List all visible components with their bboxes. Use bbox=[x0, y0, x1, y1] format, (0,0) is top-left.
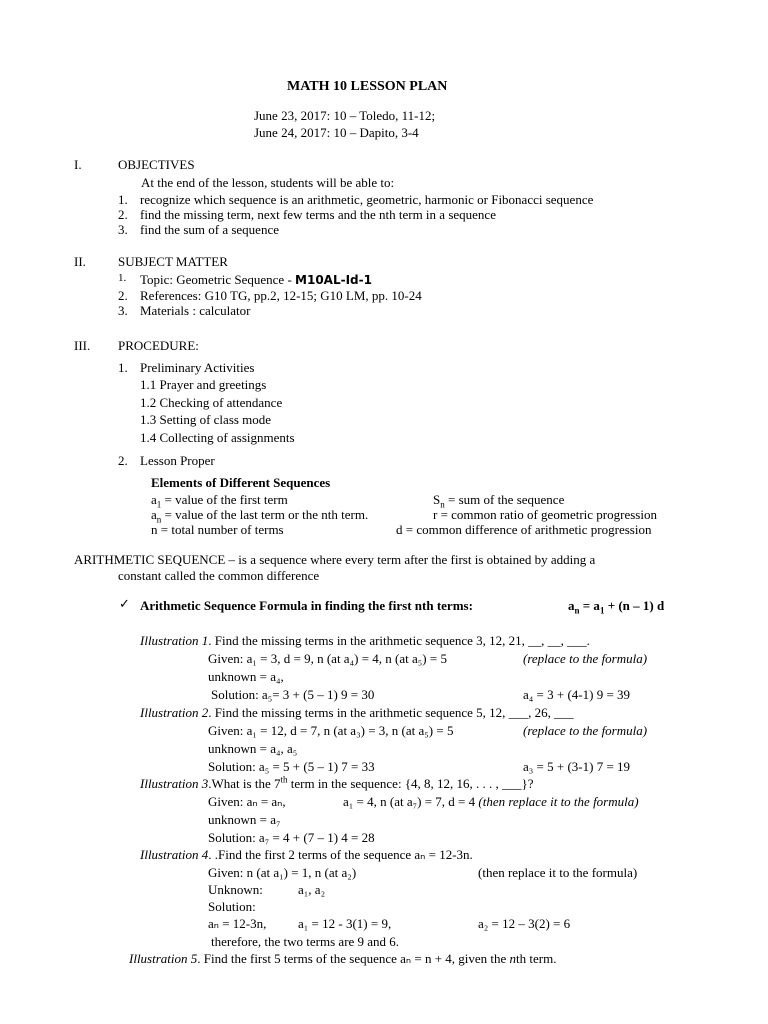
section-number: I. bbox=[74, 157, 82, 172]
ill1-solution-2: a₄ = 3 + (4-1) 9 = 39 bbox=[523, 687, 631, 702]
subject-item bbox=[140, 273, 372, 286]
ill2-solution: Solution: a₅ = 5 + (5 – 1) 7 = 33 bbox=[208, 759, 375, 774]
ill1-given: Given: a₁ = 3, d = 9, n (at a₄) = 4, n (at a₅) = 5 bbox=[208, 651, 447, 666]
element-a1: $a_1$ = value of the first term bbox=[151, 492, 288, 510]
subject-topic: Topic: Geometric Sequence - bbox=[140, 272, 296, 287]
ill4-note: (then replace it to the formula) bbox=[478, 865, 638, 880]
date-line-2: June 24, 2017: 10 – Dapito, 3-4 bbox=[254, 125, 419, 140]
checkmark-icon: ✓ bbox=[119, 597, 130, 612]
section-heading-objectives: OBJECTIVES bbox=[118, 157, 195, 172]
ill2-solution-2: a₃ = 5 + (3-1) 7 = 19 bbox=[523, 759, 631, 774]
ill3-unknown: unknown = a₇ bbox=[208, 812, 281, 827]
ill3-solution: Solution: a₇ = 4 + (7 – 1) 4 = 28 bbox=[208, 830, 375, 845]
list-number: 2. bbox=[118, 453, 128, 468]
list-number: 2. bbox=[118, 288, 128, 303]
ill3-given-2: a₁ = 4, n (at a₇) = 7, d = 4 (then replace it to the formula) bbox=[343, 794, 639, 809]
illustration-2: Illustration 2. Find the missing terms in the arithmetic sequence 5, 12, ___, 26, ___ bbox=[140, 705, 574, 720]
list-number: 1. bbox=[118, 192, 128, 207]
ill4-unknown: Unknown: bbox=[208, 882, 263, 897]
ill4-work-2: a₁ = 12 - 3(1) = 9, bbox=[298, 916, 392, 931]
objective-item: find the missing term, next few terms and the nth term in a sequence bbox=[140, 207, 496, 222]
objective-item: recognize which sequence is an arithmetic, geometric, harmonic or Fibonacci sequence bbox=[140, 192, 594, 207]
prelim-item: 1.1 Prayer and greetings bbox=[140, 377, 267, 392]
prelim-item: 1.3 Setting of class mode bbox=[140, 412, 272, 427]
objectives-intro: At the end of the lesson, students will be able to: bbox=[141, 175, 395, 190]
element-r: r = common ratio of geometric progression bbox=[433, 507, 657, 522]
subject-item: References: G10 TG, pp.2, 12-15; G10 LM, pp. 10-24 bbox=[140, 288, 422, 303]
subject-item: Materials : calculator bbox=[140, 303, 251, 318]
list-number: 2. bbox=[118, 207, 128, 222]
ill2-given: Given: a₁ = 12, d = 7, n (at a₃) = 3, n (at a₅) = 5 bbox=[208, 723, 454, 738]
ill4-work-3: a₂ = 12 – 3(2) = 6 bbox=[478, 916, 571, 931]
competency-code: M10AL-Id-1 bbox=[295, 273, 372, 287]
illustration-1: Illustration 1. Find the missing terms in the arithmetic sequence 3, 12, 21, __, __, ___. bbox=[140, 633, 590, 648]
ill2-note: (replace to the formula) bbox=[523, 723, 648, 738]
ill4-therefore: therefore, the two terms are 9 and 6. bbox=[211, 934, 400, 949]
list-number: 3. bbox=[118, 222, 128, 237]
ill4-solution: Solution: bbox=[208, 899, 256, 914]
arithmetic-definition-cont: constant called the common difference bbox=[118, 568, 320, 583]
ill1-solution: Solution: a₅= 3 + (5 – 1) 9 = 30 bbox=[211, 687, 375, 702]
formula-expression: $a_n = a_1 + (n - 1)$ d bbox=[568, 598, 665, 616]
page-title: MATH 10 LESSON PLAN bbox=[287, 79, 448, 94]
lesson-proper-heading: Lesson Proper bbox=[140, 453, 215, 468]
arithmetic-definition: ARITHMETIC SEQUENCE – is a sequence where every term after the first is obtained by adding a bbox=[74, 552, 596, 567]
list-number: 3. bbox=[118, 303, 128, 318]
list-number: 1. bbox=[118, 272, 127, 284]
section-heading-procedure: PROCEDURE: bbox=[118, 338, 199, 353]
date-line-1: June 23, 2017: 10 – Toledo, 11-12; bbox=[254, 108, 436, 123]
illustration-5: Illustration 5. Find the first 5 terms of the sequence aₙ = n + 4, given the nth term. bbox=[129, 951, 557, 966]
section-heading-subject-matter: SUBJECT MATTER bbox=[118, 254, 228, 269]
element-n: n = total number of terms bbox=[151, 522, 284, 537]
ill4-unknown-value: a₁, a₂ bbox=[298, 882, 326, 897]
element-sn: $S_n$ = sum of the sequence bbox=[433, 492, 565, 510]
illustration-4: Illustration 4. .Find the first 2 terms of the sequence aₙ = 12-3n. bbox=[140, 847, 473, 862]
elements-heading: Elements of Different Sequences bbox=[151, 475, 331, 490]
prelim-item: 1.4 Collecting of assignments bbox=[140, 430, 295, 445]
ill3-given: Given: aₙ = aₙ, bbox=[208, 794, 286, 809]
list-number: 1. bbox=[118, 360, 128, 375]
ill4-given: Given: n (at a₁) = 1, n (at a₂) bbox=[208, 865, 357, 880]
ill1-unknown: unknown = a₄, bbox=[208, 669, 284, 684]
element-an: $a_n$ = value of the last term or the nth term. bbox=[151, 507, 369, 525]
ill2-unknown: unknown = a₄, a₅ bbox=[208, 741, 298, 756]
ill4-work-1: aₙ = 12-3n, bbox=[208, 916, 267, 931]
section-number: II. bbox=[74, 254, 86, 269]
prelim-item: 1.2 Checking of attendance bbox=[140, 395, 283, 410]
section-number: III. bbox=[74, 338, 91, 353]
formula-label: Arithmetic Sequence Formula in finding the first nth terms: bbox=[140, 598, 473, 613]
prelim-heading: Preliminary Activities bbox=[140, 360, 255, 375]
illustration-3: Illustration 3.What is the 7th term in the sequence: {4, 8, 12, 16, . . . , ___}? bbox=[140, 774, 534, 791]
objective-item: find the sum of a sequence bbox=[140, 222, 279, 237]
ill1-note: (replace to the formula) bbox=[523, 651, 648, 666]
element-d: d = common difference of arithmetic progression bbox=[396, 522, 652, 537]
